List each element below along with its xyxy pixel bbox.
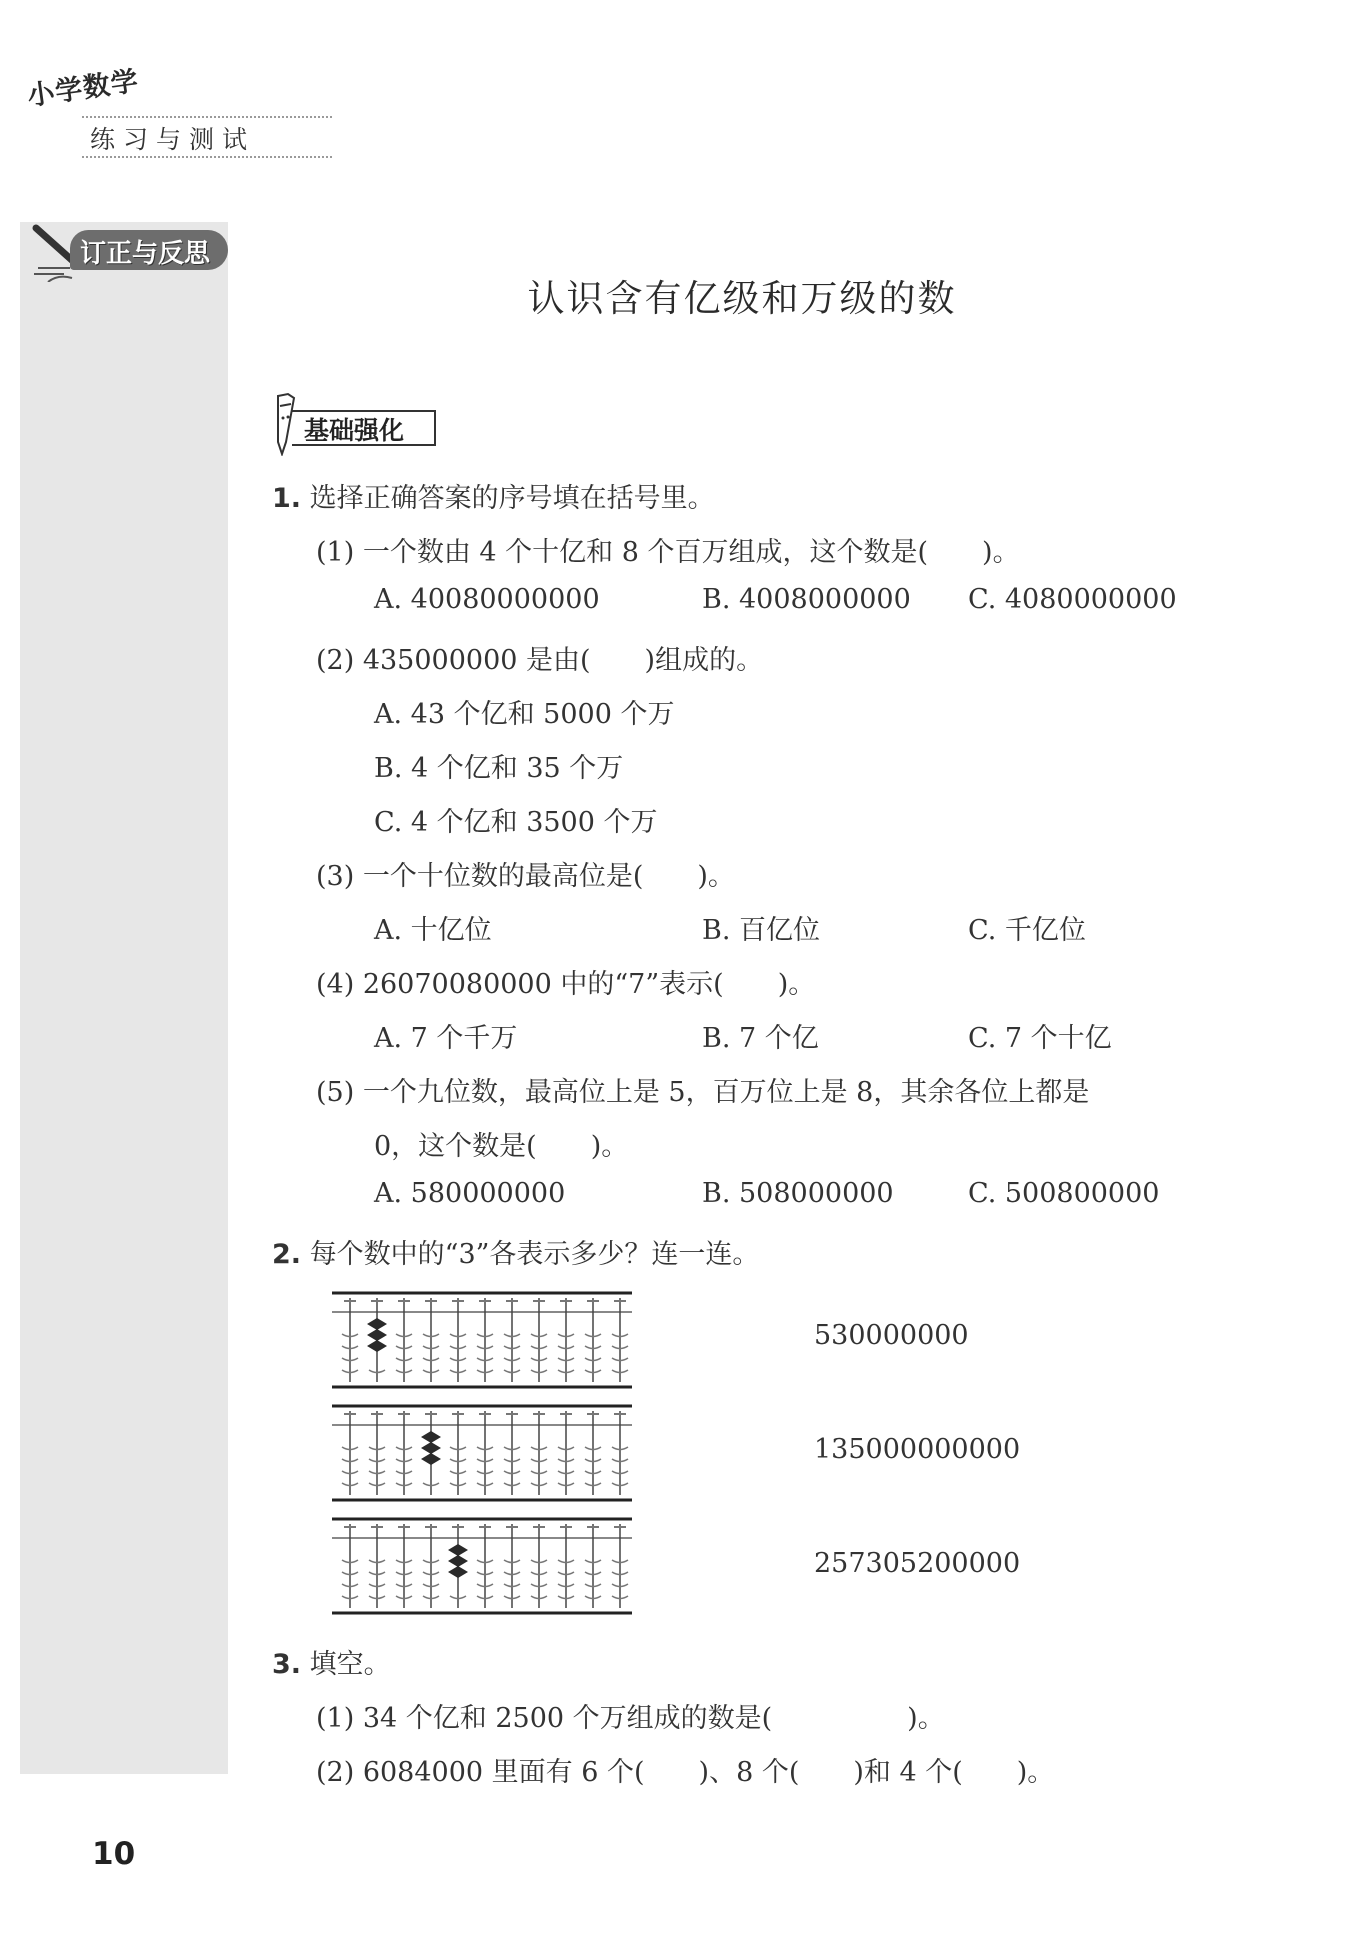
reflection-sidebar: [20, 222, 228, 1774]
option-c: C. 4 个亿和 3500 个万: [374, 807, 658, 838]
match-number-1: 530000000: [814, 1320, 969, 1351]
abacus-bead: [367, 1340, 387, 1352]
section-tag: [272, 392, 442, 452]
abacus-bead: [421, 1431, 441, 1443]
option-c: C. 4080000000: [968, 584, 1177, 615]
abacus-2: [332, 1403, 632, 1503]
option-a: A. 十亿位: [374, 915, 492, 946]
option-c: C. 7 个十亿: [968, 1023, 1112, 1054]
question-number: 3.: [272, 1649, 302, 1680]
question-3-2: (2) 6084000 里面有 6 个( )、8 个( )和 4 个( )。: [316, 1757, 1055, 1788]
series-title: 小学数学: [25, 65, 141, 113]
page-number: 10: [92, 1836, 136, 1872]
question-1-5-stem: (5) 一个九位数，最高位上是 5，百万位上是 8，其余各位上都是: [316, 1077, 1090, 1108]
option-a: A. 580000000: [374, 1178, 566, 1209]
question-1-1-stem: (1) 一个数由 4 个十亿和 8 个百万组成，这个数是( )。: [316, 537, 1020, 568]
abacus-bead: [421, 1453, 441, 1465]
option-a: A. 40080000000: [374, 584, 600, 615]
option-a: A. 43 个亿和 5000 个万: [374, 699, 675, 730]
abacus-bead: [367, 1329, 387, 1341]
question-text: 填空。: [309, 1649, 391, 1680]
match-number-2: 135000000000: [814, 1434, 1021, 1465]
page-title: 认识含有亿级和万级的数: [527, 277, 957, 320]
abacus-bead: [448, 1566, 468, 1578]
option-b: B. 7 个亿: [702, 1023, 819, 1054]
abacus-bead: [448, 1555, 468, 1567]
book-title-box: [82, 116, 332, 158]
question-2-prompt: [272, 1232, 759, 1271]
question-3-prompt: [272, 1642, 391, 1681]
question-3-1: (1) 34 个亿和 2500 个万组成的数是( )。: [316, 1703, 945, 1734]
section-tag-label: 基础强化: [304, 416, 405, 445]
match-number-3: 257305200000: [814, 1548, 1021, 1579]
question-text: 选择正确答案的序号填在括号里。: [309, 483, 715, 514]
abacus-bead: [421, 1442, 441, 1454]
option-b: B. 4008000000: [702, 584, 911, 615]
option-a: A. 7 个千万: [374, 1023, 518, 1054]
option-b: B. 508000000: [702, 1178, 894, 1209]
question-number: 2.: [272, 1239, 302, 1270]
option-c: C. 500800000: [968, 1178, 1160, 1209]
question-number: 1.: [272, 483, 302, 514]
question-1-2-stem: (2) 435000000 是由( )组成的。: [316, 645, 764, 676]
badge-label: 订正与反思: [80, 239, 211, 269]
abacus-bead: [367, 1318, 387, 1330]
option-b: B. 百亿位: [702, 915, 821, 946]
question-text: 每个数中的“3”各表示多少？连一连。: [309, 1239, 760, 1270]
option-c: C. 千亿位: [968, 915, 1086, 946]
option-b: B. 4 个亿和 35 个万: [374, 753, 624, 784]
book-title: 练习与测试: [90, 125, 256, 154]
question-1-prompt: [272, 476, 715, 515]
abacus-3: [332, 1516, 632, 1616]
abacus-bead: [448, 1544, 468, 1556]
question-1-4-stem: (4) 26070080000 中的“7”表示( )。: [316, 969, 816, 1000]
question-1-5-stem-continued: 0，这个数是( )。: [374, 1131, 629, 1162]
abacus-1: [332, 1290, 632, 1390]
question-1-3-stem: (3) 一个十位数的最高位是( )。: [316, 861, 735, 892]
